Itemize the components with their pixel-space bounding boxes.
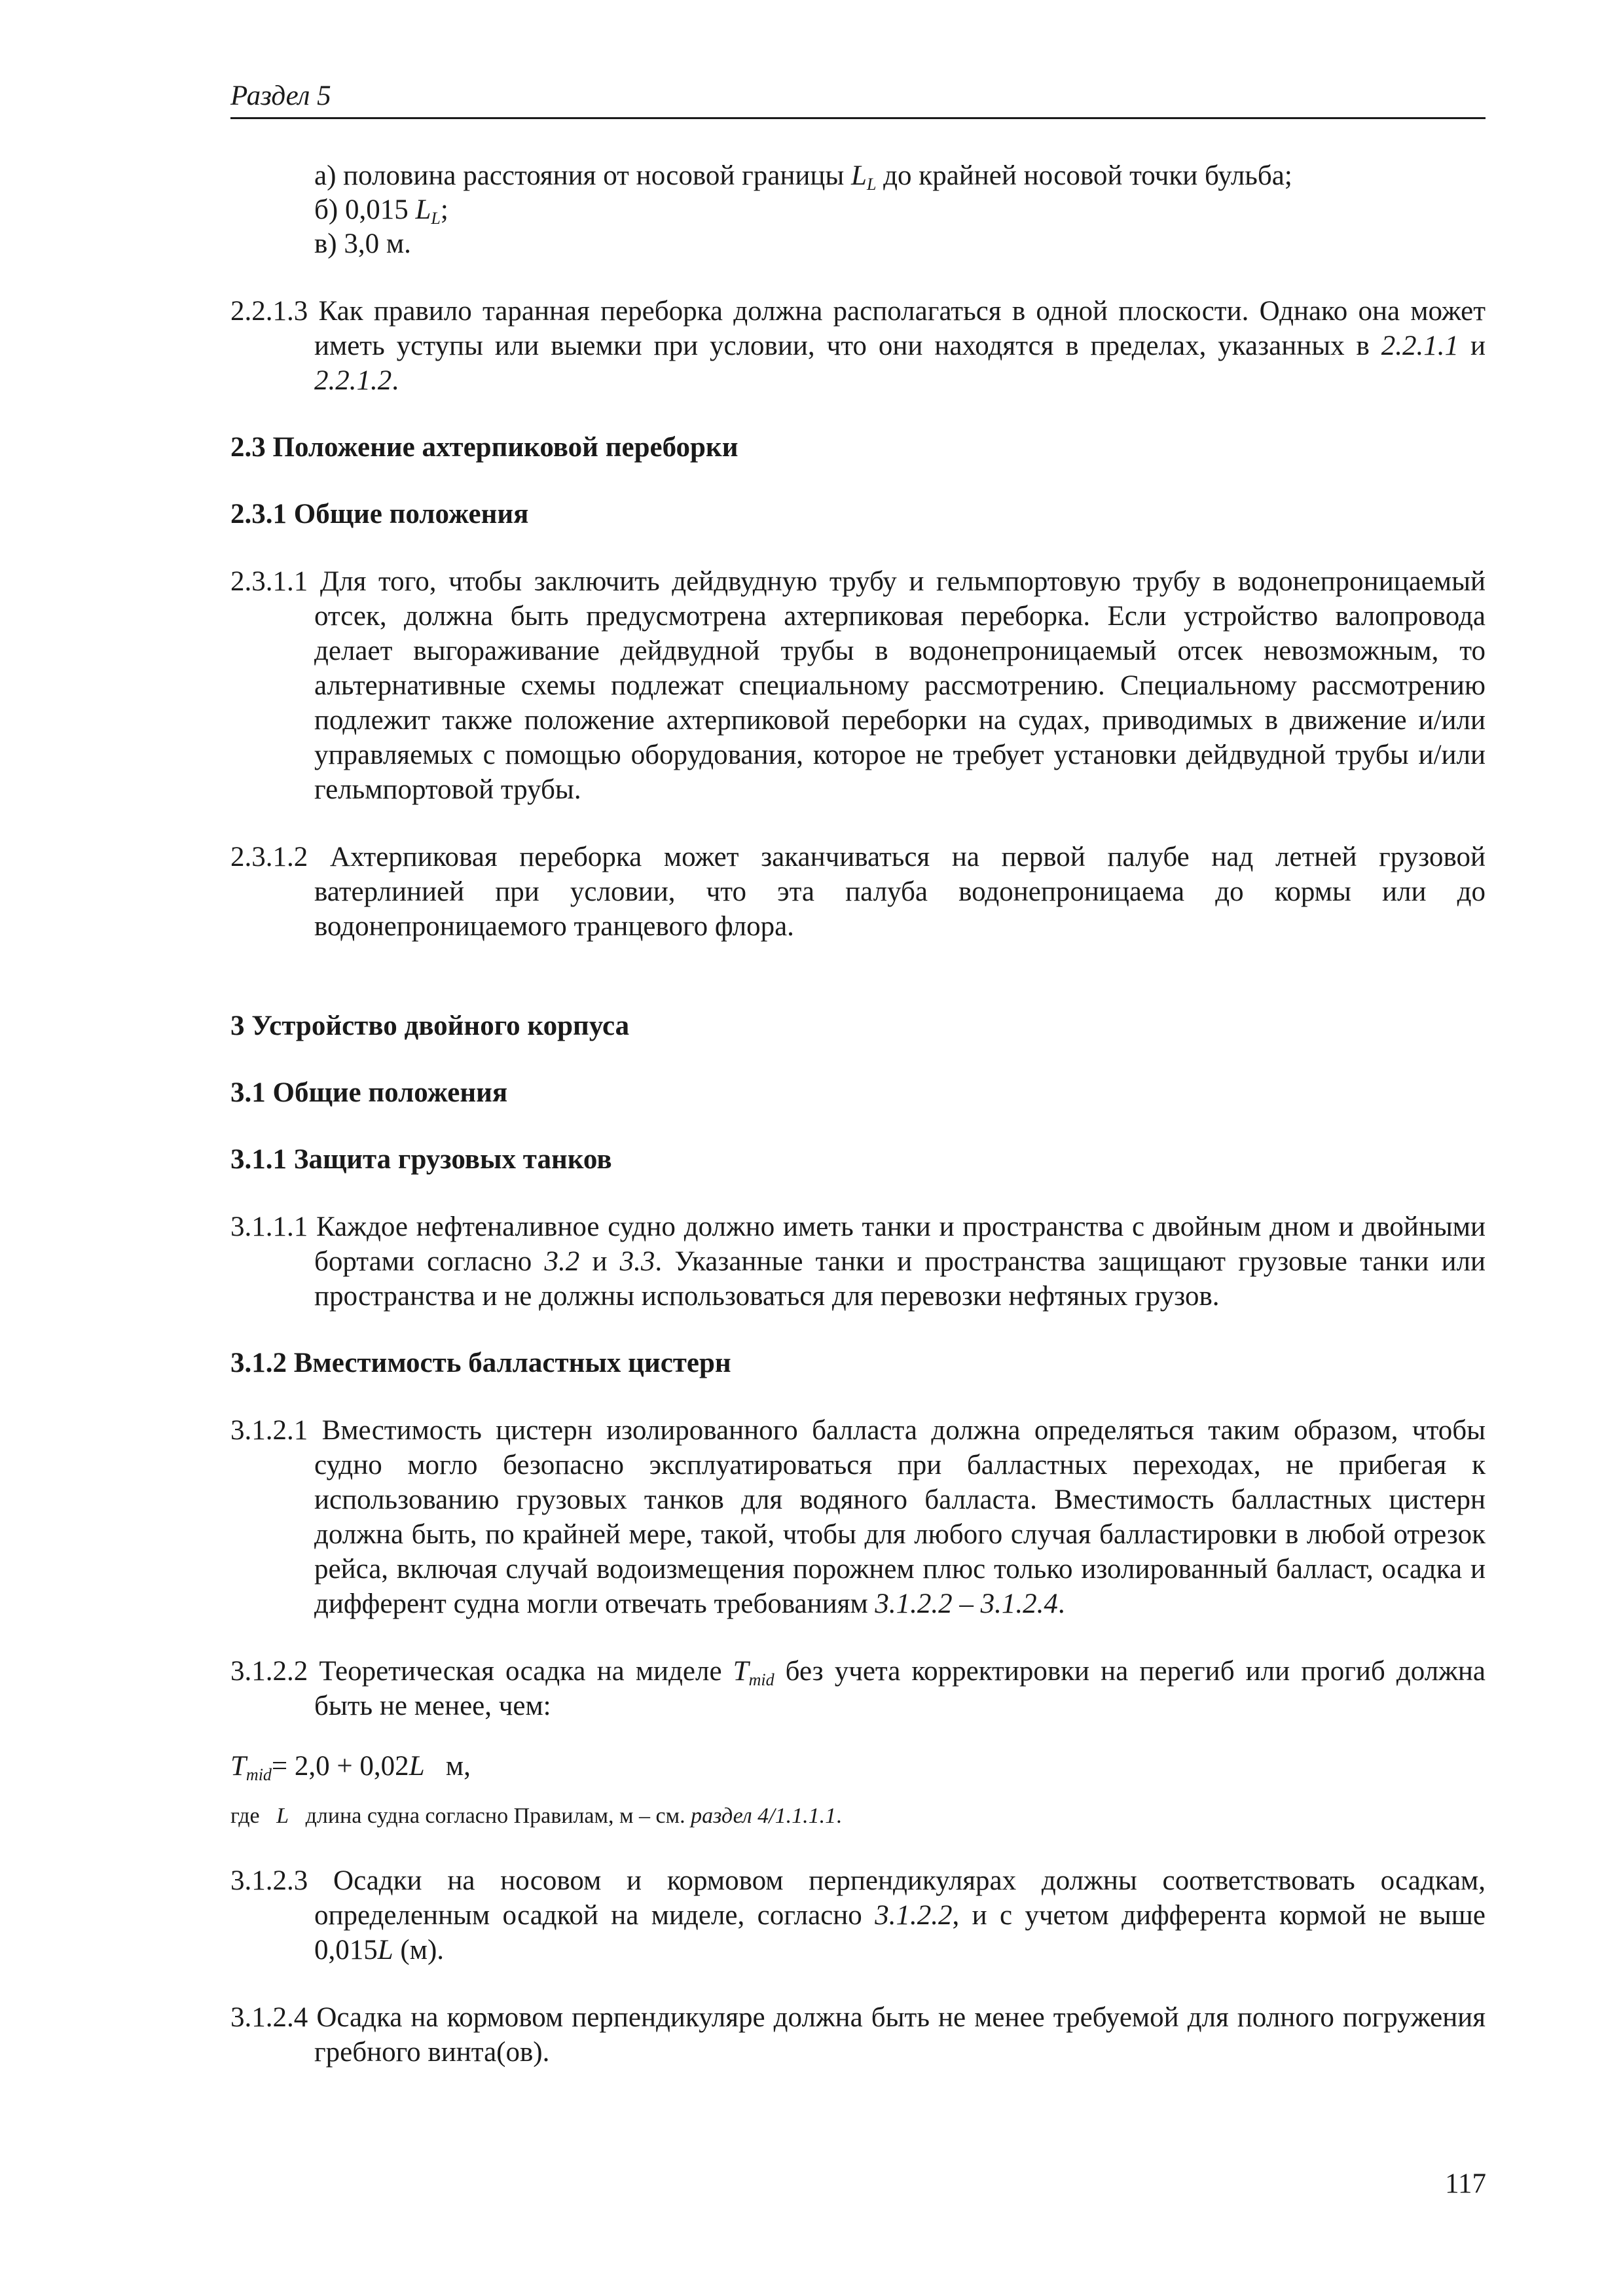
heading-3-1-1: 3.1.1 Защита грузовых танков — [230, 1144, 612, 1175]
list-item-a: а) половина расстояния от носовой границы $L_L$ до крайней носовой точки бульба; — [314, 160, 1292, 194]
list-item-c: в) 3,0 м. — [314, 228, 411, 259]
heading-2-3-1: 2.3.1 Общие положения — [230, 499, 529, 529]
page-body — [230, 159, 1486, 2070]
paragraph-3-1-2-3: 3.1.2.3 Осадки на носовом и кормовом перпендикулярах должны соответствовать осадкам, определенным осадкой на миделе, согласно 3.1.2.2, и с учетом дифферента кормой не выше 0,015L (м). — [230, 1865, 1486, 1965]
formula-t-mid: $T_{mid}= 2,0 + 0,02L$ м, — [230, 1751, 471, 1784]
paragraph-2-3-1-1: 2.3.1.1 Для того, чтобы заключить дейдвудную трубу и гельмпортовую трубу в водонепроницаемый отсек, должна быть предусмотрена ахтерпиковая переборка. Если устройство валопровода делает выгораживание дейдвудной трубы в водонепроницаемый отсек невозможным, то альтернативные схемы подлежат специальному рассмотрению. Специальному рассмотрению подлежит также положение ахтерпиковой переборки на судах, приводимых в движение и/или управляемых с помощью оборудования, которое не требует установки дейдвудной трубы и/или гельмпортовой трубы. — [230, 566, 1486, 805]
list-item-b: б) 0,015 $L_L$; — [314, 194, 448, 228]
paragraph-3-1-2-2: 3.1.2.2 Теоретическая осадка на миделе $T_{mid}$ без учета корректировки на перегиб или прогиб должна быть не менее, чем: — [230, 1656, 1486, 1721]
paragraph-3-1-1-1: 3.1.1.1 Каждое нефтеналивное судно должно иметь танки и пространства с двойным дном и двойными бортами согласно 3.2 и 3.3. Указанные танки и пространства защищают грузовые танки или пространства и не должны использоваться для перевозки нефтяных грузов. — [230, 1211, 1486, 1312]
paragraph-3-1-2-1: 3.1.2.1 Вместимость цистерн изолированного балласта должна определяться таким образом, чтобы судно могло безопасно эксплуатироваться при балластных переходах, не прибегая к использованию грузовых танков для водяного балласта. Вместимость балластных цистерн должна быть, по крайней мере, такой, чтобы для любого случая балластировки в любой отрезок рейса, включая случай водоизмещения порожнем плюс только изолированный балласт, осадка и дифферент судна могли отвечать требованиям 3.1.2.2 – 3.1.2.4. — [230, 1415, 1486, 1619]
running-header: Раздел 5 — [230, 81, 331, 111]
heading-2-3: 2.3 Положение ахтерпиковой переборки — [230, 432, 739, 463]
paragraph-3-1-2-4: 3.1.2.4 Осадка на кормовом перпендикуляре должна быть не менее требуемой для полного погружения гребного винта(ов). — [230, 2002, 1486, 2068]
paragraph-2-3-1-2: 2.3.1.2 Ахтерпиковая переборка может заканчиваться на первой палубе над летней грузовой ватерлинией при условии, что эта палуба водонепроницаема до кормы или до водонепроницаемого транцевого флора. — [230, 842, 1486, 942]
heading-3-1-2: 3.1.2 Вместимость балластных цистерн — [230, 1348, 731, 1378]
page-number: 117 — [1445, 2168, 1486, 2199]
paragraph-2-2-1-3: 2.2.1.3 Как правило таранная переборка должна располагаться в одной плоскости. Однако она может иметь уступы или выемки при условии, что они находятся в пределах, указанных в 2.2.1.1 и 2.2.1.2. — [230, 296, 1486, 396]
heading-3-1: 3.1 Общие положения — [230, 1077, 508, 1108]
list-2-2-1-2 — [230, 159, 1486, 261]
header-rule — [230, 117, 1486, 119]
heading-3: 3 Устройство двойного корпуса — [230, 1011, 630, 1041]
formula-note: где L длина судна согласно Правилам, м – см. раздел 4/1.1.1.1. — [230, 1804, 842, 1828]
